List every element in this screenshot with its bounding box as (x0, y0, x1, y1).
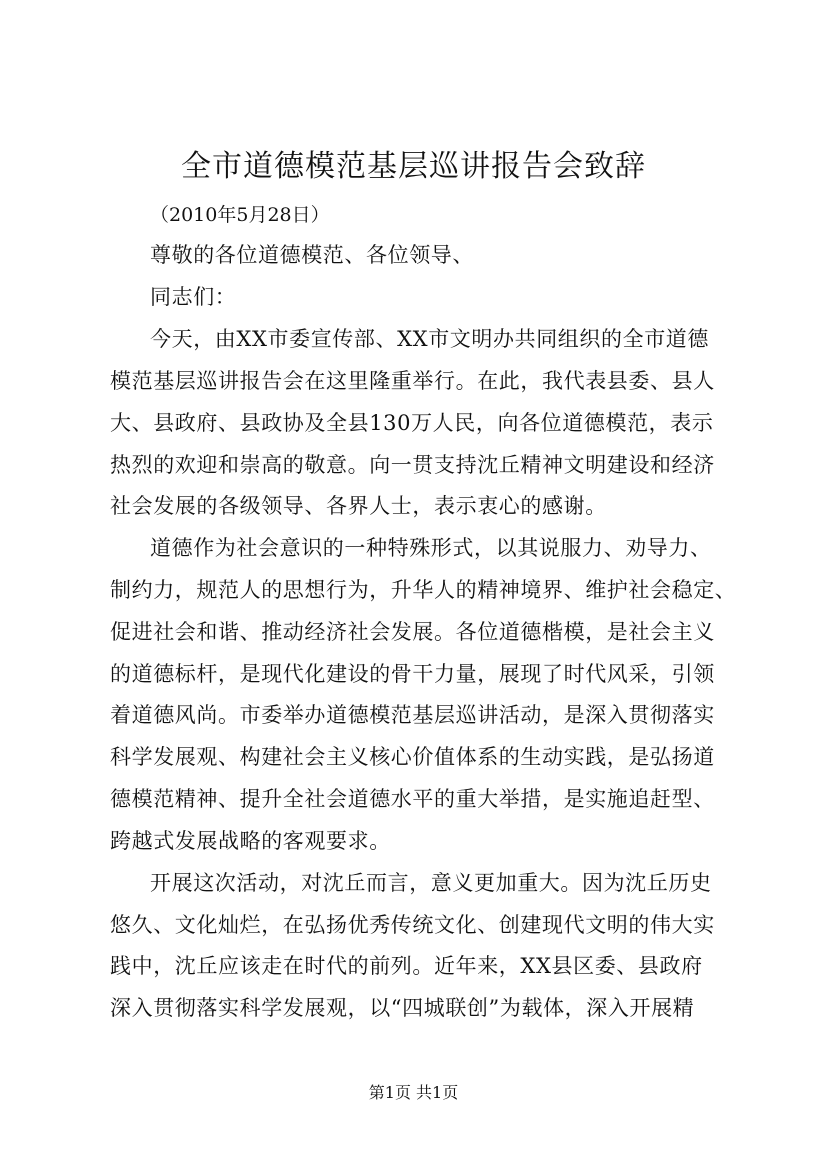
paragraph-line: 大、县政府、县政协及全县130万人民，向各位道德模范，表示 (110, 411, 714, 435)
page-footer: 第1页 共1页 (368, 1083, 459, 1102)
paragraph-line: 跨越式发展战略的客观要求。 (110, 829, 391, 853)
paragraph-line: 德模范精神、提升全社会道德水平的重大举措，是实施追赶型、 (110, 787, 715, 811)
paragraph-line: 悠久、文化灿烂，在弘扬优秀传统文化、创建现代文明的伟大实 (110, 913, 715, 937)
paragraph-line: 热烈的欢迎和崇高的敬意。向一贯支持沈丘精神文明建设和经济 (110, 453, 715, 477)
paragraph-line: 的道德标杆，是现代化建设的骨干力量，展现了时代风采，引领 (110, 662, 715, 686)
paragraph-line: 着道德风尚。市委举办道德模范基层巡讲活动，是深入贯彻落实 (110, 703, 715, 727)
document-title: 全市道德模范基层巡讲报告会致辞 (181, 149, 646, 184)
paragraph-line: 模范基层巡讲报告会在这里隆重举行。在此，我代表县委、县人 (110, 369, 715, 393)
document-date: （2010年5月28日） (150, 204, 330, 226)
paragraph-line: 促进社会和谐、推动经济社会发展。各位道德楷模，是社会主义 (110, 620, 715, 644)
salutation-line: 尊敬的各位道德模范、各位领导、 (150, 243, 474, 267)
paragraph-line: 制约力，规范人的思想行为，升华人的精神境界、维护社会稳定、 (110, 578, 737, 602)
paragraph-line: 践中，沈丘应该走在时代的前列。近年来，XX县区委、县政府 (110, 954, 703, 978)
paragraph-line: 开展这次活动，对沈丘而言，意义更加重大。因为沈丘历史 (150, 871, 712, 895)
paragraph-line: 深入贯彻落实科学发展观，以“四城联创”为载体，深入开展精 (110, 996, 695, 1020)
salutation-line: 同志们： (150, 285, 237, 309)
paragraph-line: 今天，由XX市委宣传部、XX市文明办共同组织的全市道德 (150, 327, 709, 351)
paragraph-line: 道德作为社会意识的一种特殊形式，以其说服力、劝导力、 (150, 536, 712, 560)
paragraph-line: 科学发展观、构建社会主义核心价值体系的生动实践，是弘扬道 (110, 745, 715, 769)
paragraph-line: 社会发展的各级领导、各界人士，表示衷心的感谢。 (110, 494, 607, 518)
